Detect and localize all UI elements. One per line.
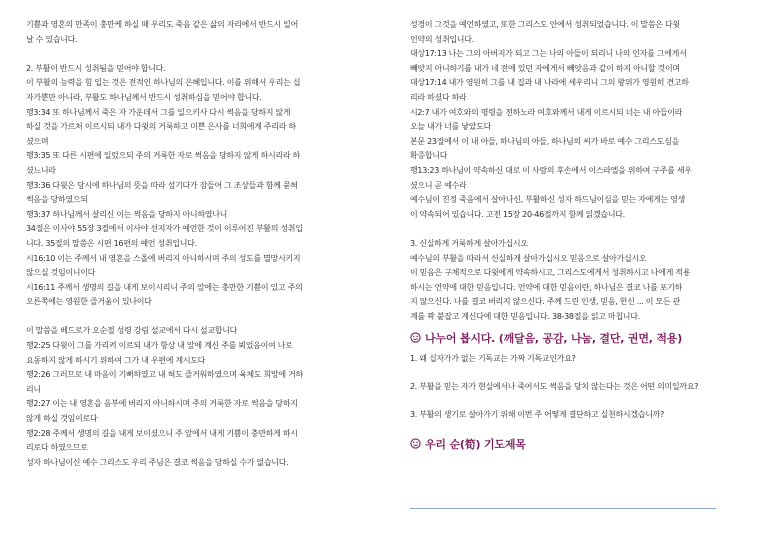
- prayer-heading: [410, 436, 746, 452]
- verse-line: 오늘 내가 너를 낳았도다: [410, 122, 492, 132]
- text-line: 이 약속되어 있습니다. 고전 15장 20-46절까지 함께 읽겠습니다.: [410, 209, 625, 219]
- verse-line: 시2:7 내가 여호와의 명령을 전하노라 여호와께서 내게 이르시되 너는 내 아들이라: [410, 107, 683, 117]
- verse-line: 리로다 하였으므로: [26, 443, 88, 453]
- text-line: 34절은 이사야 55장 3절에서 이사야 선지자가 예언한 것이 이루어진 부활의 성취입: [26, 224, 303, 234]
- point-2-heading: 2. 부활이 반드시 성취됨을 믿어야 합니다.: [26, 63, 166, 73]
- text-line: 니다. 35절의 말씀은 시편 16편의 예언 성취입니다.: [26, 238, 197, 248]
- verse-line: 행2:28 주께서 생명의 길을 내게 보이셨으니 주 앞에서 내게 기쁨이 충만하게 하시: [26, 428, 298, 438]
- verse-line: 리라 하셨다 하라: [410, 92, 467, 102]
- verse-line: 행2:26 그러므로 내 마음이 기뻐하였고 내 혀도 즐거워하였으며 육체도 희망에 거하: [26, 370, 303, 380]
- verse-line: 셨느니라: [26, 165, 56, 175]
- verse-line: 않으실 것임이니이다: [26, 268, 96, 278]
- verse-line: 행3:34 또 하나님께서 죽은 자 가운데서 그를 일으키사 다시 썩음을 당하지 않게: [26, 107, 291, 117]
- smile-icon: [410, 438, 421, 449]
- point-2-section: [26, 62, 362, 310]
- smile-icon: [410, 332, 421, 343]
- verse-line: 빼앗지 아니하기를 내가 네 전에 있던 자에게서 빼앗음과 같이 하지 아니할 것이며: [410, 63, 680, 73]
- verse-line: 행2:27 이는 내 영혼을 음부에 버리지 아니하시며 주의 거룩한 자로 썩음을 당하지: [26, 399, 298, 409]
- text-line: 지 않으신다. 나를 결코 버리지 않으신다. 주께 드린 인생, 믿음, 헌신 ... 이 모든 관: [410, 297, 680, 307]
- text-line: 성경이 그것을 예언하였고, 또한 그리스도 안에서 성취되었습니다. 이 말씀은 다윗: [410, 20, 680, 29]
- text-line: 하시는 언약에 대한 믿음입니다. 언약에 대한 믿음이란, 하나님은 결코 나를 포기하: [410, 282, 683, 292]
- verse-line: 행3:36 다윗은 당시에 하나님의 뜻을 따라 섬기다가 잠들어 그 조상들과 함께 묻혀: [26, 180, 298, 190]
- prayer-title: 우리 순(筍) 기도제목: [425, 438, 526, 452]
- sermon-paragraph: [26, 324, 362, 470]
- prayer-divider: [410, 508, 716, 509]
- verse-line: 셨으니 곧 예수라: [410, 180, 467, 190]
- verse-line: 않게 하실 것임이로다: [26, 414, 98, 424]
- point-3-heading: 3. 신실하게 거룩하게 살아가십시오: [410, 238, 528, 248]
- verse-line: 하실 것을 가르쳐 이르시되 내가 다윗의 거룩하고 미쁜 은사를 너희에게 주리라 하: [26, 122, 296, 132]
- intro-paragraph: [26, 18, 362, 47]
- verse-line: 요동하지 않게 하시기 위하여 그가 내 우편에 계시도다: [26, 355, 206, 365]
- text-line: 언약의 성취입니다.: [410, 34, 474, 44]
- right-column: [410, 18, 746, 458]
- question-item: 3. 부활의 생기로 살아가기 위해 이번 주 어떻게 결단하고 실천하시겠습니까?: [410, 410, 665, 420]
- text-line: 이 부활의 능력을 힘 입는 것은 전적인 하나님의 은혜입니다. 이를 위해서 우리는 십: [26, 78, 301, 88]
- verse-line: 시16:10 이는 주께서 내 영혼을 스올에 버리지 아니하시며 주의 성도를 멸망시키지: [26, 253, 301, 263]
- verse-line: 리니: [26, 384, 41, 394]
- text-line: 자가뿐만 아니라, 부활도 하나님께서 반드시 성취하심을 믿어야 합니다.: [26, 92, 262, 102]
- text-line: 이 말씀을 베드로가 오순절 성령 강림 설교에서 다시 설교합니다: [26, 326, 238, 336]
- verse-line: 대상17:13 나는 그의 아버지가 되고 그는 나의 아들이 되리니 나의 인자를 그에게서: [410, 49, 687, 59]
- text-line: 이 믿음은 구체적으로 다윗에게 약속하시고, 그리스도에게서 성취하시고 나에게 적용: [410, 268, 691, 278]
- verse-line: 행3:35 또 다른 시편에 일렀으되 주의 거룩한 자로 썩음을 당하지 않게 하시리라 하: [26, 151, 300, 161]
- verse-line: 행2:25 다윗이 그를 가리켜 이르되 내가 항상 내 앞에 계신 주를 뵈었음이여 나로: [26, 341, 293, 351]
- discussion-title: 나누어 봅시다. (깨달음, 공감, 나눔, 결단, 권면, 적용): [425, 332, 683, 346]
- text-line: 확증합니다: [410, 151, 448, 161]
- question-list: [410, 352, 746, 422]
- verse-line: 셨으며: [26, 136, 49, 146]
- verse-line: 대상17:14 내가 영원히 그를 내 집과 내 나라에 세우리니 그의 왕위가 영원히 견고하: [410, 78, 689, 88]
- text-line: 날 수 있습니다.: [26, 34, 78, 44]
- verse-line: 행13:23 하나님이 약속하신 대로 이 사람의 후손에서 이스라엘을 위하여 구주를 세우: [410, 165, 692, 175]
- verse-line: 시16:11 주께서 생명의 길을 내게 보이시리니 주의 앞에는 충만한 기쁨이 있고 주의: [26, 282, 303, 292]
- text-line: 예수님이 진정 죽음에서 살아나신, 부활하신 성자 하드님이심을 믿는 자에게는 영생: [410, 195, 685, 205]
- left-column: [26, 18, 362, 470]
- point-3-section: [410, 237, 746, 325]
- question-item: 2. 부활을 믿는 자가 현실에서나 죽어서도 썩음을 당치 않는다는 것은 어떤 의미일까요?: [410, 382, 699, 392]
- verse-line: 썩음을 당하였으되: [26, 195, 88, 205]
- text-line: 계를 꽉 붙잡고 계신다에 대한 믿음입니다. 38-38절을 읽고 마칩니다.: [410, 311, 640, 321]
- text-line: 기쁨과 영혼의 만족이 충만케 하실 때 우리도 죽음 같은 삶의 자리에서 반드시 일어: [26, 20, 299, 29]
- verse-line: 오른쪽에는 영원한 즐거움이 있나이다: [26, 297, 152, 307]
- question-item: 1. 왜 십자가가 없는 기독교는 가짜 기독교인가요?: [410, 354, 576, 364]
- discussion-heading: [410, 330, 746, 346]
- covenant-paragraph: [410, 18, 746, 222]
- text-line: 본문 23절에서 이 내 아들, 하나님의 아들, 하나님의 씨가 바로 예수 그리스도심을: [410, 136, 680, 146]
- text-line: 예수님의 부활을 따라서 신실하게 살아가십시오 믿음으로 살아가십시오: [410, 253, 647, 263]
- text-line: 성자 하나님이신 예수 그리스도 우리 주님은 결코 썩음을 당하실 수가 없습니다.: [26, 457, 289, 467]
- verse-line: 행3:37 하나님께서 살리신 이는 썩음을 당하지 아니하였나니: [26, 209, 228, 219]
